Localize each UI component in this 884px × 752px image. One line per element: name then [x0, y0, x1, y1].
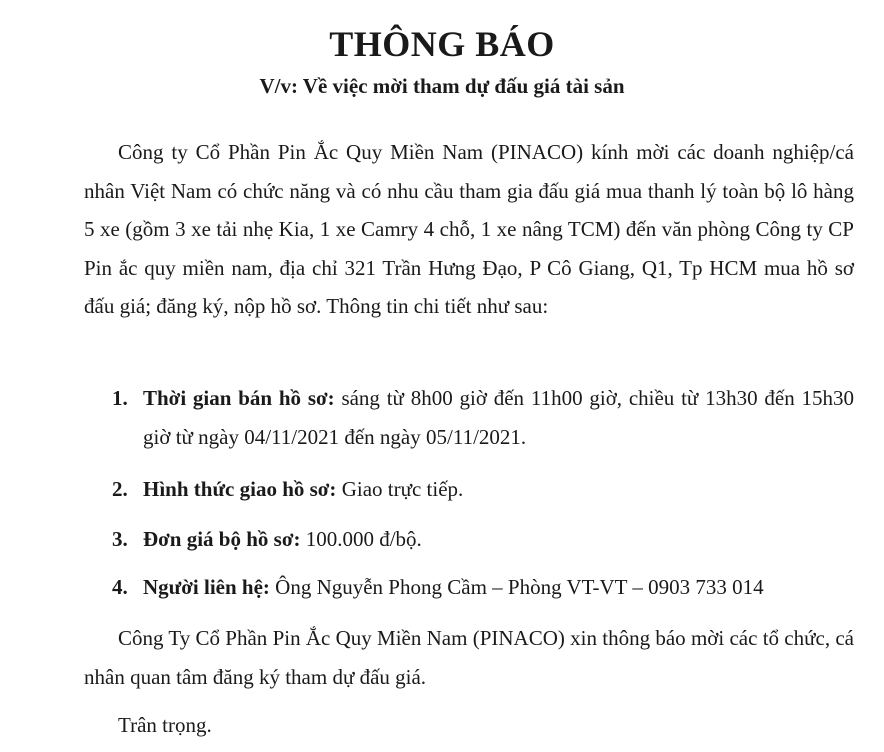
intro-text: Công ty Cổ Phần Pin Ắc Quy Miền Nam (PINACO) kính mời các doanh nghiệp/cá nhân Việt Nam có chức năng và có nhu cầu tham gia đấu giá mua thanh lý toàn bộ lô hàng 5 xe (gồm 3 xe tải nhẹ Kia, 1 xe Camry 4 chỗ, 1 xe nâng TCM) đến văn phòng Công ty CP Pin ắc quy miền nam, địa chỉ 321 Trần Hưng Đạo, P Cô Giang, Q1, Tp HCM mua hồ sơ đấu giá; đăng ký, nộp hồ sơ. Thông tin chi tiết như sau: [84, 140, 854, 319]
list-item-label: Đơn giá bộ hồ sơ: [143, 527, 301, 551]
list-item-delivery-method [112, 470, 854, 509]
signoff-text: Trân trọng. [118, 713, 212, 737]
list-item-number: 2. [112, 477, 128, 501]
list-item-contact-person [112, 568, 854, 607]
list-item-body [143, 568, 854, 607]
closing-text: Công Ty Cổ Phần Pin Ắc Quy Miền Nam (PINACO) xin thông báo mời các tổ chức, cá nhân quan tâm đăng ký tham dự đấu giá. [84, 626, 854, 689]
intro-paragraph [84, 133, 854, 326]
list-item-value: Ông Nguyễn Phong Cầm – Phòng VT-VT – 0903 733 014 [269, 575, 764, 599]
list-item-value: Giao trực tiếp. [336, 477, 464, 501]
list-item-dossier-price [112, 520, 854, 559]
list-item-value: sáng từ 8h00 giờ đến 11h00 giờ, chiều từ 13h30 đến 15h30 giờ từ ngày 04/11/2021 đến ngày 05/11/2021. [143, 386, 854, 449]
closing-paragraph [84, 619, 854, 696]
list-item-number: 4. [112, 575, 128, 599]
notice-subtitle: V/v: Về việc mời tham dự đấu giá tài sản [259, 74, 625, 98]
list-item-number: 1. [112, 386, 128, 410]
list-item-body [143, 470, 854, 509]
list-item-body [143, 379, 854, 456]
list-item-value: 100.000 đ/bộ. [300, 527, 422, 551]
list-item-label: Hình thức giao hồ sơ: [143, 477, 337, 501]
list-item-label: Thời gian bán hồ sơ: [143, 386, 335, 410]
list-item-number: 3. [112, 527, 128, 551]
list-item-label: Người liên hệ: [143, 575, 270, 599]
list-item-sale-time [112, 379, 854, 456]
notice-title: THÔNG BÁO [329, 24, 555, 64]
list-item-body [143, 520, 854, 559]
